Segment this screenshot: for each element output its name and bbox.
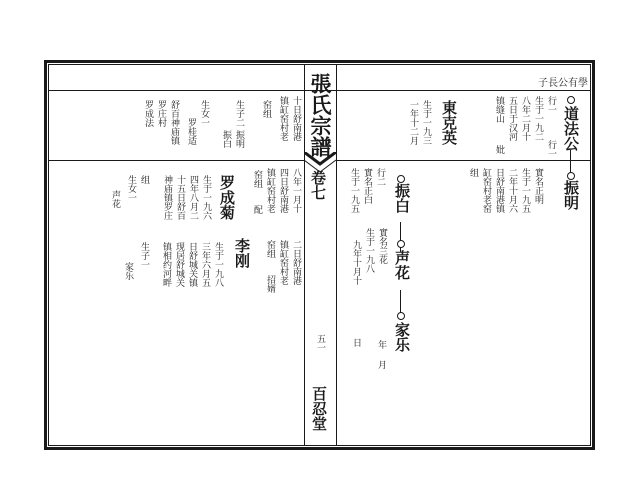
person-name-zhenming: 振明 xyxy=(562,180,580,210)
person-info: 八年一月十 xyxy=(291,168,301,213)
person-info: 二年十月六 xyxy=(507,168,517,213)
person-info: 生于一九五 xyxy=(349,168,359,213)
person-info: 镇相约河畔 xyxy=(161,242,171,287)
spine-hall-name: 百忍堂 xyxy=(310,386,328,431)
person-info: 十日舒南港 xyxy=(291,96,301,141)
lineage-circle xyxy=(397,240,405,248)
person-info: 振明 xyxy=(234,130,244,148)
person-info: 生女一 xyxy=(199,100,209,127)
person-info: 生子一 xyxy=(139,242,149,269)
person-info: 妣 xyxy=(494,145,504,154)
person-info: 實名正白 xyxy=(362,168,372,204)
publisher-label: 子長公有學 xyxy=(538,78,588,89)
generation-rule-left xyxy=(48,160,304,161)
spine-volume: 卷七 xyxy=(309,170,327,200)
person-info: 组 xyxy=(139,175,149,184)
person-info: 生于一九三 xyxy=(421,100,431,145)
lineage-circle xyxy=(397,175,405,183)
person-name-daofa: 道法公 xyxy=(562,106,580,151)
person-info: 振白 xyxy=(221,130,231,148)
person-info: 生女一 xyxy=(126,175,136,202)
person-info: 窑组 xyxy=(261,100,271,118)
person-info: 窑组 xyxy=(265,240,275,258)
person-info: 镇缝山 xyxy=(494,96,504,123)
spine-line-right xyxy=(336,64,337,446)
person-info: 四日舒南港 xyxy=(278,168,288,213)
person-info: 声花 xyxy=(110,190,120,208)
spine-page-number: 五一 xyxy=(315,334,325,352)
person-info: 生于一九六 xyxy=(201,175,211,220)
person-info: 招婿 xyxy=(265,275,275,293)
generation-rule-right xyxy=(336,160,591,161)
person-info: 生于一九五 xyxy=(520,168,530,213)
person-info: 镇缸窑村老 xyxy=(265,168,275,213)
person-info: 十五日舒百 xyxy=(175,175,185,220)
person-info: 日舒城关镇 xyxy=(187,242,197,287)
person-info: 舒百神庙镇 xyxy=(169,100,179,145)
person-info: 生于一九八 xyxy=(213,242,223,287)
person-info: 二日舒南港 xyxy=(291,240,301,285)
person-info: 行二 xyxy=(375,168,385,186)
person-info: 月 xyxy=(376,360,386,369)
person-name-dongkeying: 東克英 xyxy=(440,100,458,145)
person-info: 年 xyxy=(376,340,386,349)
person-info: 罗桂适 xyxy=(186,118,196,145)
person-name-luochengju: 罗成菊 xyxy=(218,175,236,220)
person-info: 實名正明 xyxy=(533,168,543,204)
person-info: 家乐 xyxy=(123,262,133,280)
person-info: 镇缸窑村老 xyxy=(278,96,288,141)
person-info: 三年六月五 xyxy=(200,242,210,287)
person-name-shenghua: 声花 xyxy=(393,250,411,280)
person-info: 配 xyxy=(252,205,262,214)
person-info: 五日于汉河 xyxy=(507,96,517,141)
person-info: 罗成法 xyxy=(143,100,153,127)
person-info: 生子二 xyxy=(234,100,244,127)
person-info: 生于一九二 xyxy=(533,96,543,141)
person-info: 现居舒城关 xyxy=(174,242,184,287)
person-name-li: 李刚 xyxy=(233,238,251,268)
person-info: 行一 xyxy=(546,96,556,114)
person-info: 窑组 xyxy=(252,170,262,188)
person-info: 生于一九八 xyxy=(364,228,374,273)
spine-title: 張氏宗譜 xyxy=(308,73,333,157)
lineage-circle xyxy=(567,172,575,180)
person-info: 罗庄村 xyxy=(156,100,166,127)
person-info: 日 xyxy=(351,338,361,347)
person-name-jiale: 家乐 xyxy=(393,322,411,352)
person-info: 缸窑村老窑 xyxy=(481,168,491,213)
person-name-zhenbai: 振白 xyxy=(393,183,411,213)
person-info: 九年十月十 xyxy=(351,240,361,285)
person-info: 日舒南港镇 xyxy=(494,168,504,213)
person-info: 一年十二月 xyxy=(408,100,418,145)
lineage-circle xyxy=(567,96,575,104)
lineage-circle xyxy=(397,312,405,320)
person-info: 四年八月二 xyxy=(188,175,198,220)
header-rule xyxy=(48,90,591,91)
person-info: 實名兰花 xyxy=(377,228,387,264)
person-info: 神庙镇罗庄 xyxy=(162,175,172,220)
person-info: 行一 xyxy=(546,140,556,158)
person-info: 八年二月十 xyxy=(520,96,530,141)
person-info: 组 xyxy=(468,168,478,177)
person-info: 镇缸窑村老 xyxy=(278,240,288,285)
